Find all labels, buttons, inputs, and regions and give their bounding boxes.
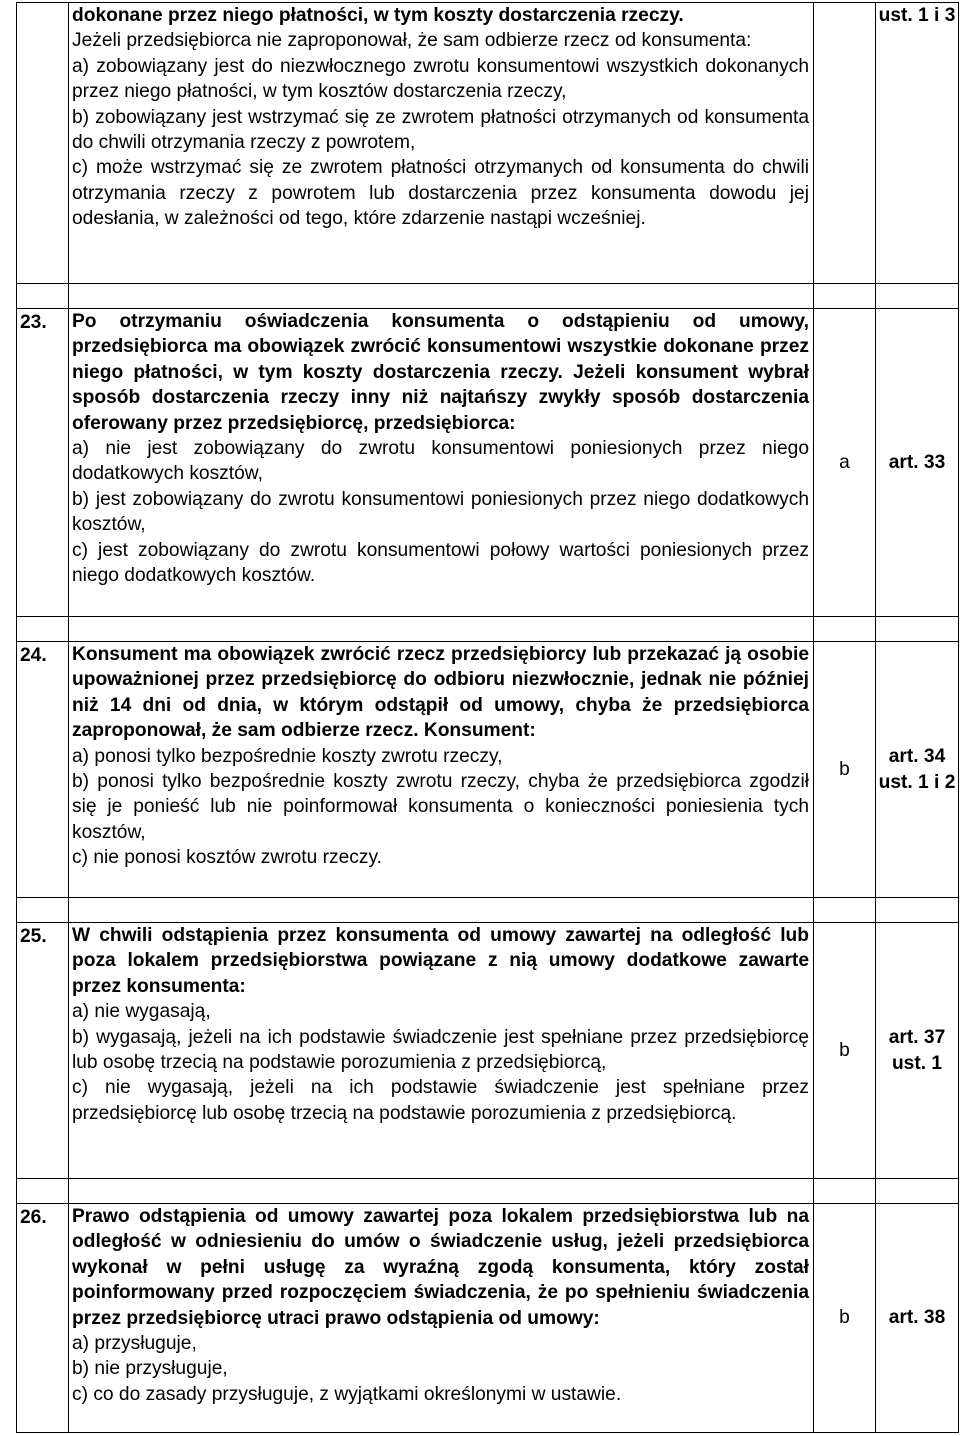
question-number: 24. [17, 642, 69, 898]
question-stem: Po otrzymaniu oświadczenia konsumenta o odstąpieniu od umowy, przedsiębiorca ma obowiązek zwrócić konsumentowi wszystkie dokonane przez niego płatności, w tym koszty dostarczenia rzeczy. Jeżeli konsument wybrał sposób dostarczenia rzeczy inny niż najtańszy zwykły sposób dostarczenia oferowany przez przedsiębiorcę, przedsiębiorca: [72, 311, 809, 434]
question-number: 25. [17, 923, 69, 1179]
quiz-table [16, 2, 959, 1433]
option-c: c) nie ponosi kosztów zwrotu rzeczy. [72, 847, 382, 869]
question-continuation-intro: Jeżeli przedsiębiorca nie zaproponował, że sam odbierze rzecz od konsumenta: [72, 30, 752, 52]
question-row-24 [17, 642, 959, 898]
option-b: b) nie przysługuje, [72, 1358, 228, 1380]
question-row-continued [17, 3, 959, 284]
legal-reference: ust. 1 i 3 [876, 3, 959, 284]
legal-reference: art. 37 ust. 1 [876, 923, 959, 1179]
option-b: b) jest zobowiązany do zwrotu konsumentowi poniesionych przez niego dodatkowych kosztów, [72, 488, 809, 536]
option-c: c) co do zasady przysługuje, z wyjątkami określonymi w ustawie. [72, 1383, 622, 1405]
question-text [69, 309, 814, 617]
answer-cell: b [814, 1204, 876, 1433]
option-a: a) nie wygasają, [72, 1001, 211, 1023]
question-stem: W chwili odstąpienia przez konsumenta od umowy zawartej na odległość lub poza lokalem przedsiębiorstwa powiązane z nią umowy dodatkowe zawarte przez konsumenta: [72, 925, 809, 997]
option-c: c) nie wygasają, jeżeli na ich podstawie świadczenie jest spełniane przez przedsiębiorcę lub osobę trzecią na podstawie porozumienia z przedsiębiorcą. [72, 1077, 809, 1124]
question-number: 23. [17, 309, 69, 617]
question-text [69, 3, 814, 284]
question-text [69, 923, 814, 1179]
option-b: b) zobowiązany jest wstrzymać się ze zwrotem płatności otrzymanych od konsumenta do chwili otrzymania rzeczy z powrotem, [72, 106, 809, 154]
question-stem: Konsument ma obowiązek zwrócić rzecz przedsiębiorcy lub przekazać ją osobie upoważnionej przez przedsiębiorcę do odbioru niezwłocznie, jednak nie później niż 14 dni od dnia, w którym odstąpił od umowy, chyba że przedsiębiorca zaproponował, że sam odbierze rzecz. Konsument: [72, 644, 809, 742]
question-text [69, 1204, 814, 1433]
question-number: 26. [17, 1204, 69, 1433]
question-text [69, 642, 814, 898]
answer-cell: b [814, 642, 876, 898]
answer-cell: b [814, 923, 876, 1179]
question-row-23 [17, 309, 959, 617]
spacer-row [17, 1179, 959, 1204]
option-a: a) przysługuje, [72, 1333, 197, 1355]
legal-reference: art. 34 ust. 1 i 2 [876, 642, 959, 898]
option-c: c) może wstrzymać się ze zwrotem płatności otrzymanych od konsumenta do chwili otrzymania rzeczy z powrotem lub dostarczenia przez konsumenta dowodu jej odesłania, w zależności od tego, które zdarzenie nastąpi wcześniej. [72, 157, 809, 230]
spacer-row [17, 617, 959, 642]
question-continuation-bold: dokonane przez niego płatności, w tym koszty dostarczenia rzeczy. [72, 5, 684, 26]
option-a: a) zobowiązany jest do niezwłocznego zwrotu konsumentowi wszystkich dokonanych przez niego płatności, w tym kosztów dostarczenia rzeczy, [72, 55, 809, 103]
answer-cell: a [814, 309, 876, 617]
question-row-25 [17, 923, 959, 1179]
spacer-row [17, 898, 959, 923]
question-stem: Prawo odstąpienia od umowy zawartej poza lokalem przedsiębiorstwa lub na odległość w odniesieniu do umów o świadczenie usług, jeżeli przedsiębiorca wykonał w pełni usługę za wyraźną zgodą konsumenta, który został poinformowany przed rozpoczęciem świadczenia, że po spełnieniu świadczenia przez przedsiębiorcę utraci prawo odstąpienia od umowy: [72, 1206, 809, 1329]
spacer-row [17, 284, 959, 309]
option-b: b) ponosi tylko bezpośrednie koszty zwrotu rzeczy, chyba że przedsiębiorca zgodził się je ponieść lub nie poinformował konsumenta o konieczności poniesienia tych kosztów, [72, 771, 809, 843]
option-c: c) jest zobowiązany do zwrotu konsumentowi połowy wartości poniesionych przez niego dodatkowych kosztów. [72, 539, 809, 587]
question-number [17, 3, 69, 284]
option-b: b) wygasają, jeżeli na ich podstawie świadczenie jest spełniane przez przedsiębiorcę lub osobę trzecią na podstawie porozumienia z przedsiębiorcą, [72, 1026, 809, 1074]
legal-reference: art. 38 [876, 1204, 959, 1433]
legal-reference: art. 33 [876, 309, 959, 617]
option-a: a) ponosi tylko bezpośrednie koszty zwrotu rzeczy, [72, 745, 503, 767]
answer-cell [814, 3, 876, 284]
question-row-26 [17, 1204, 959, 1433]
option-a: a) nie jest zobowiązany do zwrotu konsumentowi poniesionych przez niego dodatkowych kosztów, [72, 438, 809, 485]
